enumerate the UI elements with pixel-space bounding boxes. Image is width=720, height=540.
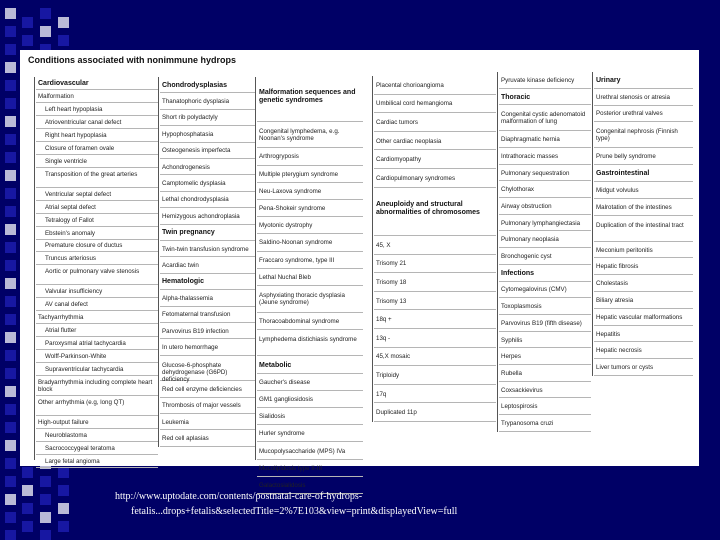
- table-row: Atrioventricular canal defect: [36, 116, 158, 129]
- table-section-header: Infections: [499, 265, 591, 282]
- decor-square: [5, 170, 16, 181]
- table-row: High-output failure: [36, 416, 158, 429]
- table-row: Acardiac twin: [160, 257, 256, 273]
- table-row: Toxoplasmosis: [499, 298, 591, 315]
- table-row: Thanatophoric dysplasia: [160, 93, 256, 109]
- table-row: Posterior urethral valves: [594, 106, 693, 123]
- table-section-header: Hematologic: [160, 274, 256, 290]
- table-section-header: Thoracic: [499, 89, 591, 106]
- table-section-header: Cardiovascular: [36, 77, 158, 90]
- table-row: Camptomelic dysplasia: [160, 175, 256, 191]
- table-column: [374, 76, 496, 460]
- table-section-header: Aneuploidy and structural abnormalities of chromosomes: [374, 188, 496, 236]
- table-row: Fetomaternal transfusion: [160, 307, 256, 323]
- table-row: Parvovirus B19 infection: [160, 323, 256, 339]
- table-row: Short rib polydactyly: [160, 110, 256, 126]
- decor-square: [40, 494, 51, 505]
- table-row: Achondrogenesis: [160, 159, 256, 175]
- decor-square: [5, 8, 16, 19]
- decor-square: [5, 116, 16, 127]
- column-divider: [158, 77, 159, 447]
- table-row: Thoracoabdominal syndrome: [257, 313, 363, 330]
- table-row: Single ventricle: [36, 155, 158, 168]
- table-row: Hypophosphatasia: [160, 126, 256, 142]
- decor-square: [5, 296, 16, 307]
- decor-square: [5, 134, 16, 145]
- table-column: [160, 77, 256, 460]
- table-column: [499, 72, 591, 460]
- decor-square: [5, 440, 16, 451]
- decor-square: [5, 62, 16, 73]
- table-row: Tetralogy of Fallot: [36, 214, 158, 227]
- table-row: Saldino-Noonan syndrome: [257, 234, 363, 251]
- table-row: GM1 gangliosidosis: [257, 391, 363, 408]
- table-section-header: Urinary: [594, 72, 693, 89]
- table-row: Pulmonary sequestration: [499, 165, 591, 182]
- table-section-header: Twin pregnancy: [160, 225, 256, 241]
- decor-square: [5, 278, 16, 289]
- decor-square: [40, 26, 51, 37]
- decor-square: [5, 242, 16, 253]
- table-row: Ebstein's anomaly: [36, 227, 158, 240]
- table-row: Glucose-6-phosphate dehydrogenase (G6PD) deficiency: [160, 356, 256, 381]
- table-row: 17q: [374, 385, 496, 404]
- decor-square: [40, 512, 51, 523]
- table-row: Liver tumors or cysts: [594, 359, 693, 376]
- table-row: Urethral stenosis or atresia: [594, 89, 693, 106]
- table-row: Hemizygous achondroplasia: [160, 208, 256, 224]
- table-row: Sialidosis: [257, 408, 363, 425]
- table-row: Other cardiac neoplasia: [374, 132, 496, 151]
- table-row: Other arrhythmia (e.g, long QT): [36, 396, 158, 416]
- table-row: Midgut volvulus: [594, 182, 693, 199]
- table-row: 18q +: [374, 310, 496, 329]
- table-row: Osteogenesis imperfecta: [160, 143, 256, 159]
- table-row: Pyruvate kinase deficiency: [499, 72, 591, 89]
- table-row: Lethal Nuchal Bleb: [257, 269, 363, 286]
- table-row: Hurler syndrome: [257, 425, 363, 442]
- table-row: Trisomy 18: [374, 273, 496, 292]
- decor-square: [5, 512, 16, 523]
- decor-square: [22, 35, 33, 46]
- table-row: Airway obstruction: [499, 198, 591, 215]
- decor-square: [58, 503, 69, 514]
- decor-square: [22, 485, 33, 496]
- decor-square: [5, 260, 16, 271]
- table-row: Pulmonary neoplasia: [499, 231, 591, 248]
- table-row: Transposition of the great arteries: [36, 168, 158, 188]
- decor-square: [22, 17, 33, 28]
- table-row: Aortic or pulmonary valve stenosis: [36, 265, 158, 285]
- table-row: 13q -: [374, 329, 496, 348]
- table-row: Alpha-thalassemia: [160, 290, 256, 306]
- decor-square: [5, 206, 16, 217]
- table-row: Tachyarrhythmia: [36, 311, 158, 324]
- table-row: Syphilis: [499, 332, 591, 349]
- decor-square: [5, 350, 16, 361]
- table-row: Ventricular septal defect: [36, 188, 158, 201]
- table-section-header: Chondrodysplasias: [160, 77, 256, 93]
- table-row: Galactosialidosis: [257, 477, 363, 494]
- decor-square: [22, 521, 33, 532]
- table-section-header: Gastrointestinal: [594, 165, 693, 182]
- decor-square: [40, 530, 51, 540]
- url-line-2[interactable]: fetalis...drops+fetalis&selectedTitle=2%7E103&view=print&displayedView=full: [131, 506, 458, 517]
- table-column: [594, 72, 693, 460]
- table-row: Biliary atresia: [594, 292, 693, 309]
- table-row: Congenital lymphedema, e.g. Noonan's syndrome: [257, 122, 363, 149]
- decor-square: [5, 314, 16, 325]
- table-row: Cardiopulmonary syndromes: [374, 169, 496, 188]
- decor-square: [58, 521, 69, 532]
- table-section-header: Malformation sequences and genetic syndromes: [257, 77, 363, 122]
- decor-square: [5, 44, 16, 55]
- table-row: Pena-Shokeir syndrome: [257, 200, 363, 217]
- table-row: Malrotation of the intestines: [594, 199, 693, 216]
- table-row: Hepatic fibrosis: [594, 258, 693, 275]
- table-row: Chylothorax: [499, 181, 591, 198]
- table-row: Left heart hypoplasia: [36, 103, 158, 116]
- decor-square: [5, 188, 16, 199]
- table-row: Malformation: [36, 90, 158, 103]
- table-row: Wolff-Parkinson-White: [36, 350, 158, 363]
- table-image: [20, 50, 699, 489]
- table-row: Sacrococcygeal teratoma: [36, 442, 158, 455]
- table-row: Arthrogryposis: [257, 148, 363, 165]
- table-row: Neu-Laxova syndrome: [257, 183, 363, 200]
- decor-square: [58, 485, 69, 496]
- table-row: Umbilical cord hemangioma: [374, 95, 496, 114]
- table-row: Gaucher's disease: [257, 374, 363, 391]
- table-row: Cytomegalovirus (CMV): [499, 282, 591, 299]
- table-row: Trisomy 21: [374, 255, 496, 274]
- decor-square: [5, 332, 16, 343]
- decor-square: [5, 98, 16, 109]
- table-row: Supraventricular tachycardia: [36, 363, 158, 376]
- table-row: Closure of foramen ovale: [36, 142, 158, 155]
- table-row: Lymphedema distichiasis syndrome: [257, 330, 363, 357]
- decor-square: [40, 476, 51, 487]
- table-row: Bradyarrhythmia including complete heart block: [36, 376, 158, 396]
- table-row: Myotonic dystrophy: [257, 217, 363, 234]
- table-row: Fraccaro syndrome, type III: [257, 252, 363, 269]
- decor-square: [5, 530, 16, 540]
- table-row: Duplication of the intestinal tract: [594, 216, 693, 242]
- table-row: Premature closure of ductus: [36, 240, 158, 253]
- table-row: Parvovirus B19 (fifth disease): [499, 315, 591, 332]
- table-row: Meconium peritonitis: [594, 242, 693, 259]
- table-row: Hepatitis: [594, 326, 693, 343]
- table-row: Diaphragmatic hernia: [499, 131, 591, 148]
- decor-square: [5, 152, 16, 163]
- table-row: Congenital nephrosis (Finnish type): [594, 122, 693, 148]
- table-row: Coxsackievirus: [499, 382, 591, 399]
- table-row: Cardiomyopathy: [374, 150, 496, 169]
- table-row: Mucolipidosis type II-III: [257, 460, 363, 477]
- decor-square: [5, 26, 16, 37]
- table-row: Asphyxiating thoracic dysplasia (Jeune syndrome): [257, 286, 363, 313]
- table-row: Triploidy: [374, 366, 496, 385]
- table-row: Lethal chondrodysplasia: [160, 192, 256, 208]
- decor-square: [58, 467, 69, 478]
- decor-square: [5, 386, 16, 397]
- table-row: Red cell enzyme deficiencies: [160, 381, 256, 397]
- url-line-1[interactable]: http://www.uptodate.com/contents/postnatal-care-of-hydrops-: [115, 491, 363, 502]
- table-row: Truncus arteriosus: [36, 252, 158, 265]
- table-row: Leukemia: [160, 414, 256, 430]
- table-row: Red cell aplasias: [160, 430, 256, 446]
- column-divider: [255, 77, 256, 460]
- decor-square: [22, 467, 33, 478]
- column-divider: [34, 77, 35, 460]
- column-divider: [372, 76, 373, 422]
- table-row: Trypanosoma cruzi: [499, 415, 591, 432]
- decor-square: [5, 368, 16, 379]
- table-row: Pulmonary lymphangiectasia: [499, 215, 591, 232]
- decor-square: [5, 422, 16, 433]
- table-row: Thrombosis of major vessels: [160, 398, 256, 414]
- decor-square: [5, 224, 16, 235]
- table-row: Leptospirosis: [499, 398, 591, 415]
- table-title: Conditions associated with nonimmune hydrops: [28, 55, 237, 65]
- decor-square: [5, 476, 16, 487]
- decor-square: [5, 494, 16, 505]
- column-divider: [497, 72, 498, 432]
- table-row: Twin-twin transfusion syndrome: [160, 241, 256, 257]
- table-row: Trisomy 13: [374, 292, 496, 311]
- table-row: In utero hemorrhage: [160, 339, 256, 355]
- decor-square: [5, 404, 16, 415]
- table-column: [257, 77, 363, 489]
- table-row: Mucopolysaccharide (MPS) IVa: [257, 443, 363, 460]
- table-column: [36, 77, 158, 466]
- table-row: Hepatic vascular malformations: [594, 309, 693, 326]
- column-divider: [592, 72, 593, 376]
- table-row: Prune belly syndrome: [594, 148, 693, 165]
- table-row: Duplicated 11p: [374, 403, 496, 422]
- table-section-header: Metabolic: [257, 357, 363, 374]
- decor-square: [58, 17, 69, 28]
- table-row: AV canal defect: [36, 298, 158, 311]
- decor-square: [22, 503, 33, 514]
- table-row: Cholestasis: [594, 275, 693, 292]
- table-row: Right heart hypoplasia: [36, 129, 158, 142]
- table-row: Atrial septal defect: [36, 201, 158, 214]
- table-row: Bronchogenic cyst: [499, 248, 591, 265]
- decor-square: [5, 458, 16, 469]
- table-row: Paroxysmal atrial tachycardia: [36, 337, 158, 350]
- table-row: Large fetal angioma: [36, 455, 158, 468]
- table-row: Atrial flutter: [36, 324, 158, 337]
- table-row: Cardiac tumors: [374, 113, 496, 132]
- table-row: Herpes: [499, 348, 591, 365]
- decor-square: [40, 8, 51, 19]
- decor-square: [5, 80, 16, 91]
- table-row: 45,X mosaic: [374, 348, 496, 367]
- decor-square: [58, 35, 69, 46]
- table-row: Neuroblastoma: [36, 429, 158, 442]
- table-row: Valvular insufficiency: [36, 285, 158, 298]
- source-url[interactable]: [115, 489, 675, 519]
- table-row: Rubella: [499, 365, 591, 382]
- table-row: Placental chorioangioma: [374, 76, 496, 95]
- table-row: Hepatic necrosis: [594, 342, 693, 359]
- table-row: 45, X: [374, 236, 496, 255]
- table-row: Congenital cystic adenomatoid malformation of lung: [499, 105, 591, 131]
- table-row: Intrathoracic masses: [499, 148, 591, 165]
- table-row: Multiple pterygium syndrome: [257, 166, 363, 183]
